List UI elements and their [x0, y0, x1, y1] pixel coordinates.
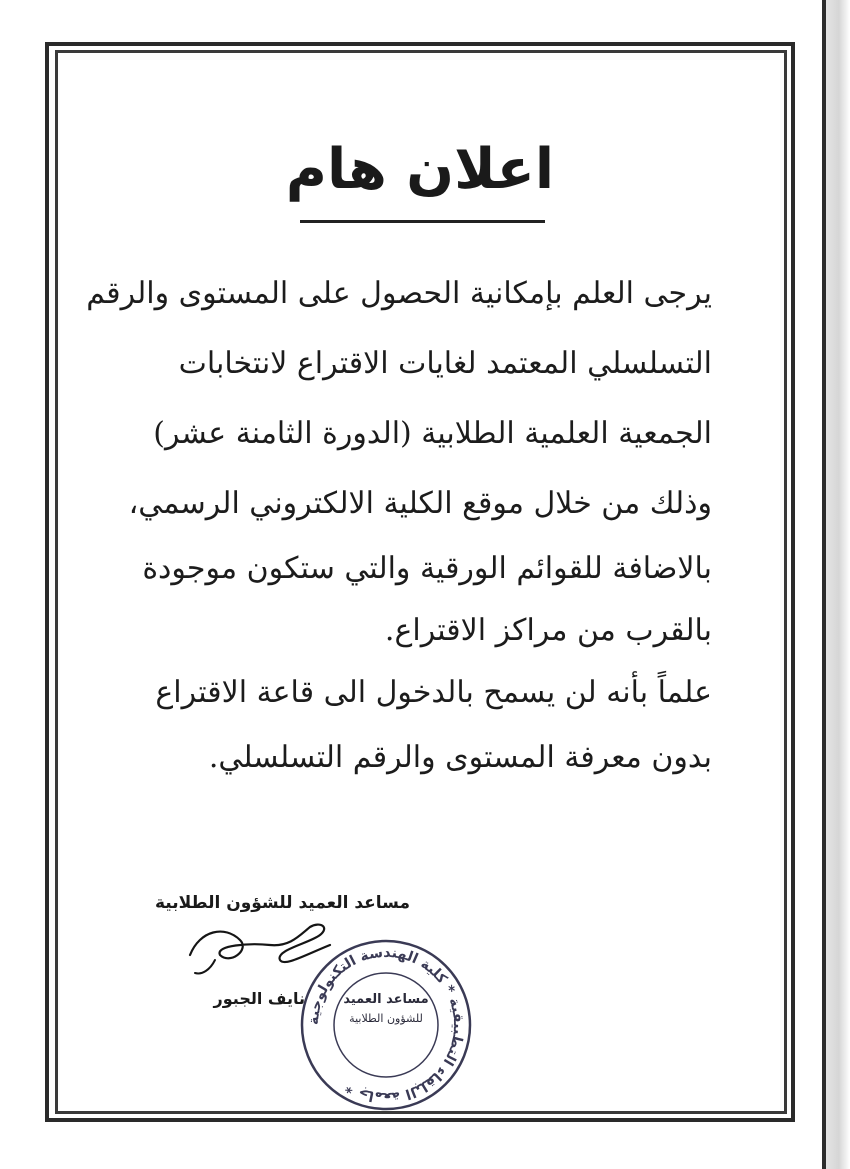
- body-line-6: بالقرب من مراكز الاقتراع.: [384, 613, 712, 648]
- body-line-8: بدون معرفة المستوى والرقم التسلسلي.: [208, 740, 712, 775]
- stamp-line-2: للشؤون الطلابية: [349, 1012, 423, 1025]
- title-underline: [300, 220, 545, 223]
- announcement-title: اعلان هام: [285, 137, 555, 202]
- body-line-5: بالاضافة للقوائم الورقية والتي ستكون موجودة: [142, 551, 712, 586]
- stamp-center-text: [336, 990, 436, 1028]
- body-line-7: علماً بأنه لن يسمح بالدخول الى قاعة الاقتراع: [155, 675, 712, 710]
- body-line-1: يرجى العلم بإمكانية الحصول على المستوى والرقم: [86, 276, 712, 311]
- svg-text:جامعة البلقاء التطبيقية * كلية: جامعة البلقاء التطبيقية * كلية الهندسة التكنولوجية *: [305, 944, 467, 1106]
- signatory-name: نايف الجبور: [213, 989, 305, 1008]
- body-line-3: الجمعية العلمية الطلابية (الدورة الثامنة عشر): [153, 416, 712, 451]
- body-line-4: وذلك من خلال موقع الكلية الالكتروني الرسمي،: [128, 486, 712, 521]
- scan-edge-shadow: [822, 0, 850, 1169]
- body-line-2: التسلسلي المعتمد لغايات الاقتراع لانتخابات: [178, 346, 712, 381]
- stamp-line-1: مساعد العميد: [343, 992, 429, 1007]
- signatory-title: مساعد العميد للشؤون الطلابية: [154, 893, 410, 913]
